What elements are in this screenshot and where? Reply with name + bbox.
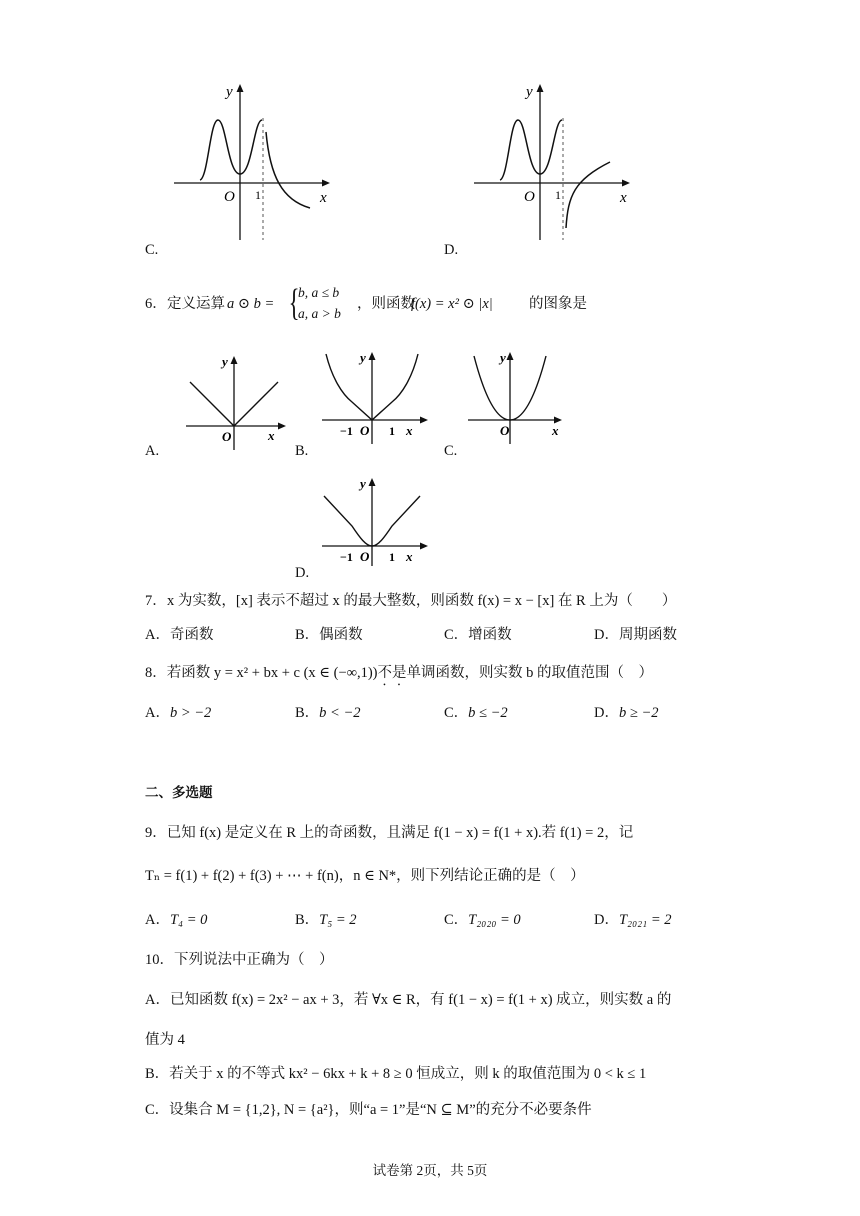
q6-text1: 定义运算 — [167, 296, 225, 312]
q6d-y: y — [360, 476, 366, 491]
q6-graph-a — [180, 352, 290, 452]
q6b-neg1: −1 — [340, 424, 353, 438]
q6-brace: { — [288, 282, 300, 324]
page-footer: 试卷第 2页，共 5页 — [372, 1163, 488, 1178]
q5-option-c-label: C. — [145, 242, 159, 258]
q8-text1: 若函数 y = x² + bx + c (x ∈ (−∞,1)) — [166, 665, 378, 681]
q9-option-c: C．T₂₀₂₀ = 0 — [444, 912, 521, 928]
q7-text: x 为实数，[x] 表示不超过 x 的最大整数，则函数 f(x) = x − [x] 在 R 上为（ ） — [167, 593, 677, 609]
q5d-origin: O — [524, 189, 535, 205]
q10-text: 下列说法中正确为（ ） — [174, 952, 334, 968]
q5d-y-label: y — [526, 84, 533, 100]
q9-line2: Tₙ = f(1) + f(2) + f(3) + ⋯ + f(n)，n ∈ N*，则下列结论正确的是（ ） — [145, 868, 585, 884]
q6a-o: O — [222, 429, 232, 444]
q6b-one: 1 — [389, 424, 395, 438]
q5c-origin: O — [224, 189, 235, 205]
q5c-y-label: y — [226, 84, 233, 100]
q6-option-b-label: B. — [295, 443, 309, 459]
q6c-y: y — [500, 350, 506, 365]
q9-number: 9． — [145, 825, 167, 841]
q6-case2: a, a > b — [298, 306, 341, 321]
q8-number: 8． — [145, 665, 167, 681]
q5-graph-d — [470, 78, 640, 246]
q6-def: a ⊙ b = — [227, 296, 275, 312]
q8-option-a: A．b > −2 — [145, 705, 212, 721]
q7-option-a: A．奇函数 — [145, 627, 214, 643]
q7-number: 7． — [145, 593, 167, 609]
q10-stem — [145, 953, 334, 968]
q7-option-c: C．增函数 — [444, 627, 512, 643]
q6-option-a-label: A. — [145, 443, 160, 459]
q9-line1 — [145, 826, 633, 841]
q5-graph-c — [170, 78, 340, 246]
q5c-x-label: x — [320, 190, 327, 206]
q6c-x: x — [552, 423, 559, 438]
q10-number: 10． — [145, 952, 174, 968]
q6-stem — [145, 284, 745, 328]
q6-text3: 的图象是 — [529, 296, 587, 312]
q6-graph-d — [318, 474, 436, 568]
q9-option-a: A．T₄ = 0 — [145, 912, 208, 928]
q8-option-c: C．b ≤ −2 — [444, 705, 508, 721]
q9-option-d: D．T₂₀₂₁ = 2 — [594, 912, 672, 928]
q6b-x: x — [406, 423, 413, 438]
q6b-y: y — [360, 350, 366, 365]
q6-func: f(x) = x² ⊙ |x| — [411, 296, 493, 312]
q5d-one: 1 — [555, 188, 561, 202]
q9-line1-text: 已知 f(x) 是定义在 R 上的奇函数，且满足 f(1 − x) = f(1 + x).若 f(1) = 2，记 — [166, 825, 634, 841]
q10-option-b: B．若关于 x 的不等式 kx² − 6kx + k + 8 ≥ 0 恒成立，则 k 的取值范围为 0 < k ≤ 1 — [145, 1066, 647, 1082]
q6-graph-b — [318, 346, 436, 446]
q9-option-b: B．T₅ = 2 — [295, 912, 357, 928]
q6d-x: x — [406, 549, 413, 564]
q8-options — [145, 706, 745, 726]
q10-option-a-line2: 值为 4 — [145, 1032, 185, 1048]
q7-option-b: B．偶函数 — [295, 627, 363, 643]
q6-number: 6． — [145, 296, 167, 312]
q8-option-d: D．b ≥ −2 — [594, 705, 659, 721]
q6-graph-c — [464, 346, 574, 446]
q6b-o: O — [360, 423, 370, 438]
q6-option-d-label: D. — [295, 565, 310, 581]
q10-option-c: C．设集合 M = {1,2}, N = {a²}，则“a = 1”是“N ⊆ M”的充分不必要条件 — [145, 1102, 592, 1118]
q5d-x-label: x — [620, 190, 627, 206]
q8-emph: 不是 — [377, 665, 407, 681]
q8-stem — [145, 665, 653, 689]
q7-options — [145, 628, 745, 648]
q6c-o: O — [500, 423, 510, 438]
q6-option-c-label: C. — [444, 443, 458, 459]
q8-option-b: B．b < −2 — [295, 705, 361, 721]
q7-option-d: D．周期函数 — [594, 627, 677, 643]
q6d-neg1: −1 — [340, 550, 353, 564]
q5c-one: 1 — [255, 188, 261, 202]
q6d-o: O — [360, 549, 370, 564]
q6-text2: ，则函数 — [357, 296, 415, 312]
q9-options — [145, 913, 745, 933]
q10-option-a-line1: A．已知函数 f(x) = 2x² − ax + 3，若 ∀x ∈ R，有 f(1 − x) = f(1 + x) 成立，则实数 a 的 — [145, 992, 672, 1008]
q6a-y: y — [222, 354, 228, 369]
q5-option-d-label: D. — [444, 242, 459, 258]
q8-text2: 单调函数，则实数 b 的取值范围（ ） — [406, 665, 654, 681]
q6a-x: x — [268, 428, 275, 443]
q6-case1: b, a ≤ b — [298, 285, 340, 300]
section-title: 二、多选题 — [145, 785, 213, 801]
q6d-one: 1 — [389, 550, 395, 564]
